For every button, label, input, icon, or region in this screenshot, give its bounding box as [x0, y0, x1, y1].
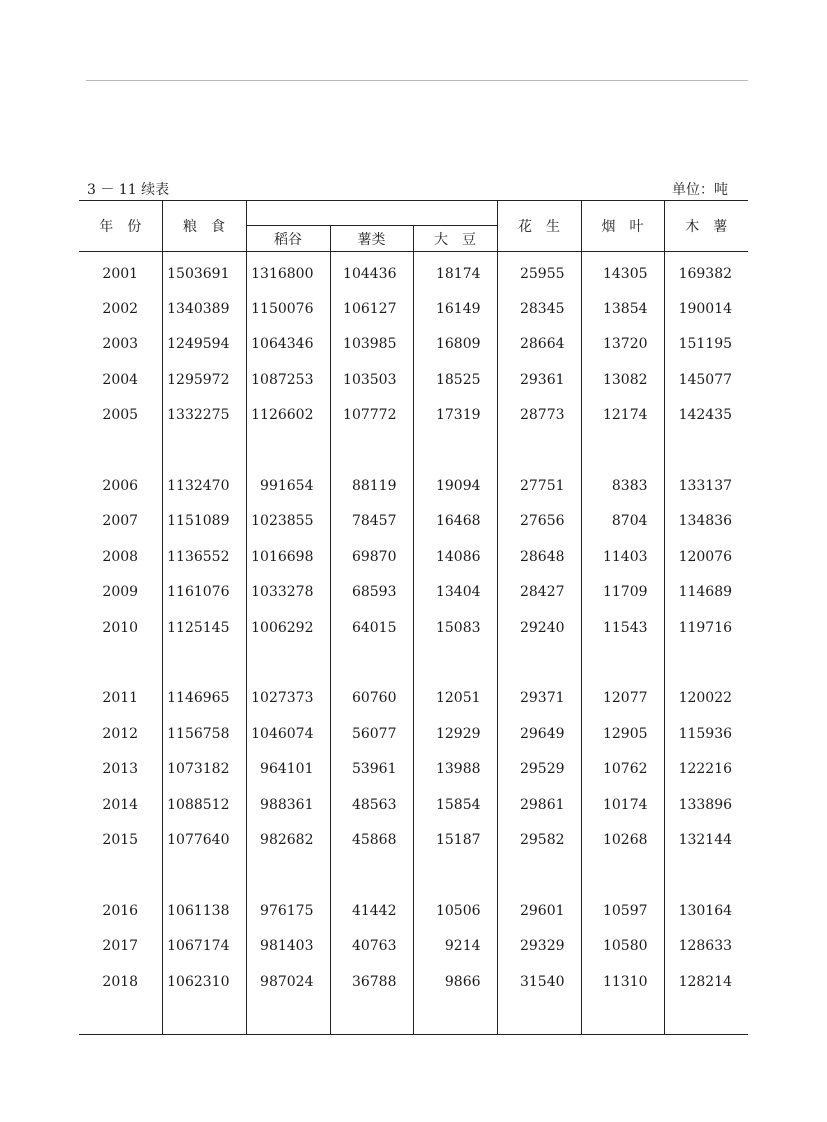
cell-tobacco: 12905 — [581, 716, 664, 751]
cell-peanut: 29361 — [497, 362, 581, 397]
cell-grain: 1067174 — [162, 928, 246, 963]
cell-peanut: 29329 — [497, 928, 581, 963]
cell-grain: 1503691 — [162, 256, 246, 291]
cell-tuber: 56077 — [330, 716, 413, 751]
cell-rice: 1033278 — [246, 575, 330, 610]
cell-year: 2005 — [102, 407, 139, 424]
table-row — [79, 716, 748, 751]
cell-cassava: 120076 — [664, 539, 748, 574]
cell-year: 2016 — [102, 902, 139, 919]
cell-tobacco: 8383 — [581, 468, 664, 503]
cell-tobacco: 8704 — [581, 504, 664, 539]
table-row — [79, 256, 748, 291]
cell-rice: 988361 — [246, 787, 330, 822]
cell-rice: 1087253 — [246, 362, 330, 397]
header-year: 年 份 — [79, 201, 162, 252]
table-row — [79, 504, 748, 539]
cell-peanut: 29529 — [497, 751, 581, 786]
header-tuber: 薯类 — [330, 226, 413, 252]
cell-soybean: 14086 — [413, 539, 497, 574]
cell-tobacco: 10174 — [581, 787, 664, 822]
cell-peanut: 29371 — [497, 681, 581, 716]
cell-peanut: 28773 — [497, 398, 581, 433]
cell-cassava: 128214 — [664, 964, 748, 999]
cell-tobacco: 13720 — [581, 327, 664, 362]
table-body — [79, 252, 748, 1035]
cell-grain: 1161076 — [162, 575, 246, 610]
table-row — [79, 928, 748, 963]
cell-tobacco: 10268 — [581, 822, 664, 857]
cell-grain: 1061138 — [162, 893, 246, 928]
header-grain: 粮 食 — [162, 201, 246, 252]
cell-tuber: 69870 — [330, 539, 413, 574]
data-table — [79, 200, 748, 1035]
cell-cassava: 169382 — [664, 256, 748, 291]
cell-cassava: 190014 — [664, 291, 748, 326]
cell-tobacco: 10762 — [581, 751, 664, 786]
spacer-row — [79, 433, 748, 468]
cell-year: 2006 — [102, 478, 139, 495]
cell-tobacco: 10580 — [581, 928, 664, 963]
cell-cassava: 145077 — [664, 362, 748, 397]
cell-tuber: 41442 — [330, 893, 413, 928]
cell-year: 2008 — [102, 548, 139, 565]
cell-tuber: 36788 — [330, 964, 413, 999]
cell-peanut: 29649 — [497, 716, 581, 751]
table-row — [79, 822, 748, 857]
cell-rice: 1023855 — [246, 504, 330, 539]
table-row — [79, 751, 748, 786]
cell-year: 2014 — [102, 796, 139, 813]
cell-grain: 1136552 — [162, 539, 246, 574]
cell-year: 2007 — [102, 513, 139, 530]
cell-tuber: 103985 — [330, 327, 413, 362]
cell-soybean: 15854 — [413, 787, 497, 822]
table-row — [79, 539, 748, 574]
cell-tobacco: 10597 — [581, 893, 664, 928]
cell-soybean: 19094 — [413, 468, 497, 503]
cell-peanut: 31540 — [497, 964, 581, 999]
cell-rice: 964101 — [246, 751, 330, 786]
header-rice: 稻谷 — [246, 226, 330, 252]
cell-peanut: 27656 — [497, 504, 581, 539]
cell-tuber: 103503 — [330, 362, 413, 397]
cell-tobacco: 13082 — [581, 362, 664, 397]
cell-soybean: 16468 — [413, 504, 497, 539]
cell-rice: 1126602 — [246, 398, 330, 433]
cell-grain: 1125145 — [162, 610, 246, 645]
cell-grain: 1156758 — [162, 716, 246, 751]
cell-tuber: 48563 — [330, 787, 413, 822]
cell-grain: 1151089 — [162, 504, 246, 539]
cell-rice: 982682 — [246, 822, 330, 857]
cell-year: 2011 — [102, 690, 139, 707]
cell-tuber: 60760 — [330, 681, 413, 716]
cell-tobacco: 12174 — [581, 398, 664, 433]
data-table-wrapper — [79, 200, 748, 1035]
cell-year: 2018 — [102, 973, 139, 990]
cell-tobacco: 11709 — [581, 575, 664, 610]
cell-soybean: 10506 — [413, 893, 497, 928]
cell-grain: 1062310 — [162, 964, 246, 999]
table-row — [79, 964, 748, 999]
cell-soybean: 12051 — [413, 681, 497, 716]
cell-rice: 1150076 — [246, 291, 330, 326]
cell-grain: 1073182 — [162, 751, 246, 786]
cell-rice: 1027373 — [246, 681, 330, 716]
cell-grain: 1077640 — [162, 822, 246, 857]
cell-year: 2004 — [102, 371, 139, 388]
cell-rice: 1316800 — [246, 256, 330, 291]
cell-rice: 1064346 — [246, 327, 330, 362]
cell-tuber: 78457 — [330, 504, 413, 539]
cell-tobacco: 11543 — [581, 610, 664, 645]
cell-year: 2017 — [102, 938, 139, 955]
table-row — [79, 362, 748, 397]
table-row — [79, 681, 748, 716]
unit-label: 单位：吨 — [672, 182, 728, 198]
cell-soybean: 13988 — [413, 751, 497, 786]
cell-soybean: 12929 — [413, 716, 497, 751]
cell-tuber: 53961 — [330, 751, 413, 786]
cell-rice: 981403 — [246, 928, 330, 963]
header-tobacco: 烟 叶 — [581, 201, 664, 252]
table-row — [79, 291, 748, 326]
cell-cassava: 151195 — [664, 327, 748, 362]
cell-cassava: 119716 — [664, 610, 748, 645]
cell-year: 2010 — [102, 619, 139, 636]
cell-tuber: 40763 — [330, 928, 413, 963]
cell-soybean: 18174 — [413, 256, 497, 291]
cell-soybean: 16149 — [413, 291, 497, 326]
cell-year: 2009 — [102, 584, 139, 601]
cell-tuber: 64015 — [330, 610, 413, 645]
cell-tuber: 104436 — [330, 256, 413, 291]
cell-tobacco: 13854 — [581, 291, 664, 326]
top-rule — [86, 80, 748, 81]
cell-tuber: 68593 — [330, 575, 413, 610]
cell-peanut: 29582 — [497, 822, 581, 857]
spacer-row — [79, 645, 748, 680]
cell-soybean: 17319 — [413, 398, 497, 433]
header-soybean: 大 豆 — [413, 226, 497, 252]
cell-cassava: 115936 — [664, 716, 748, 751]
table-row — [79, 575, 748, 610]
cell-tobacco: 11310 — [581, 964, 664, 999]
cell-tuber: 45868 — [330, 822, 413, 857]
cell-peanut: 28427 — [497, 575, 581, 610]
cell-rice: 991654 — [246, 468, 330, 503]
cell-grain: 1146965 — [162, 681, 246, 716]
table-row — [79, 398, 748, 433]
cell-cassava: 142435 — [664, 398, 748, 433]
cell-cassava: 120022 — [664, 681, 748, 716]
header-grain-group — [246, 201, 497, 226]
cell-grain: 1249594 — [162, 327, 246, 362]
cell-cassava: 134836 — [664, 504, 748, 539]
cell-soybean: 16809 — [413, 327, 497, 362]
cell-grain: 1295972 — [162, 362, 246, 397]
cell-tobacco: 14305 — [581, 256, 664, 291]
cell-year: 2013 — [102, 761, 139, 778]
cell-soybean: 15187 — [413, 822, 497, 857]
table-row — [79, 327, 748, 362]
cell-peanut: 25955 — [497, 256, 581, 291]
cell-year: 2001 — [102, 265, 139, 282]
cell-cassava: 133137 — [664, 468, 748, 503]
header-cassava: 木 薯 — [664, 201, 748, 252]
cell-soybean: 18525 — [413, 362, 497, 397]
cell-rice: 976175 — [246, 893, 330, 928]
cell-tuber: 88119 — [330, 468, 413, 503]
cell-peanut: 27751 — [497, 468, 581, 503]
cell-year: 2002 — [102, 301, 139, 318]
cell-peanut: 29601 — [497, 893, 581, 928]
cell-peanut: 29240 — [497, 610, 581, 645]
cell-rice: 1016698 — [246, 539, 330, 574]
cell-cassava: 130164 — [664, 893, 748, 928]
table-row — [79, 787, 748, 822]
header-peanut: 花 生 — [497, 201, 581, 252]
cell-cassava: 114689 — [664, 575, 748, 610]
cell-grain: 1132470 — [162, 468, 246, 503]
table-row — [79, 468, 748, 503]
cell-tobacco: 11403 — [581, 539, 664, 574]
cell-grain: 1332275 — [162, 398, 246, 433]
cell-rice: 987024 — [246, 964, 330, 999]
cell-peanut: 28648 — [497, 539, 581, 574]
cell-tuber: 106127 — [330, 291, 413, 326]
table-caption: 3 － 11 续表 — [87, 182, 170, 198]
cell-peanut: 28664 — [497, 327, 581, 362]
cell-soybean: 9866 — [413, 964, 497, 999]
cell-rice: 1046074 — [246, 716, 330, 751]
cell-year: 2015 — [102, 831, 139, 848]
cell-cassava: 132144 — [664, 822, 748, 857]
cell-cassava: 133896 — [664, 787, 748, 822]
cell-rice: 1006292 — [246, 610, 330, 645]
cell-soybean: 13404 — [413, 575, 497, 610]
cell-peanut: 29861 — [497, 787, 581, 822]
spacer-row — [79, 999, 748, 1035]
cell-soybean: 9214 — [413, 928, 497, 963]
table-row — [79, 610, 748, 645]
cell-peanut: 28345 — [497, 291, 581, 326]
cell-cassava: 128633 — [664, 928, 748, 963]
cell-tobacco: 12077 — [581, 681, 664, 716]
cell-tuber: 107772 — [330, 398, 413, 433]
spacer-row — [79, 858, 748, 893]
cell-grain: 1340389 — [162, 291, 246, 326]
cell-grain: 1088512 — [162, 787, 246, 822]
cell-year: 2012 — [102, 725, 139, 742]
cell-cassava: 122216 — [664, 751, 748, 786]
table-row — [79, 893, 748, 928]
cell-soybean: 15083 — [413, 610, 497, 645]
cell-year: 2003 — [102, 336, 139, 353]
